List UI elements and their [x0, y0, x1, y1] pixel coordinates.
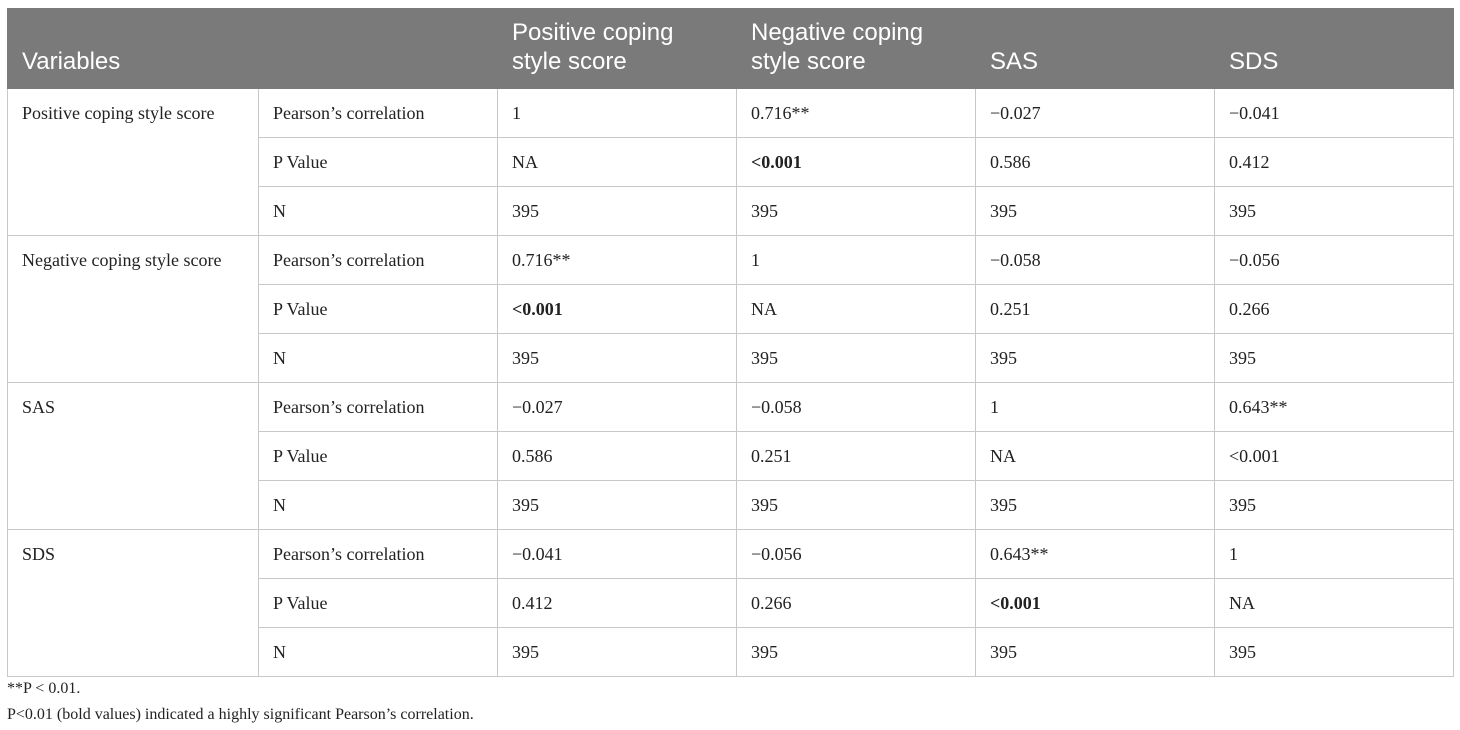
header-variables: Variables [8, 9, 498, 89]
cell-sas: −0.027 [976, 89, 1215, 138]
cell-sds: 395 [1215, 187, 1454, 236]
cell-positive-coping: −0.027 [498, 383, 737, 432]
cell-sas: 395 [976, 187, 1215, 236]
cell-sds: 395 [1215, 628, 1454, 677]
row-statistic-label: P Value [259, 579, 498, 628]
cell-positive-coping: 395 [498, 628, 737, 677]
cell-negative-coping: −0.058 [737, 383, 976, 432]
cell-positive-coping: 395 [498, 334, 737, 383]
row-variable-label: Negative coping style score [8, 236, 259, 383]
table-footnotes [7, 676, 474, 728]
cell-sas: 0.586 [976, 138, 1215, 187]
cell-sds: −0.041 [1215, 89, 1454, 138]
cell-sds: 0.266 [1215, 285, 1454, 334]
cell-sas: 395 [976, 334, 1215, 383]
correlation-table [7, 8, 1454, 677]
cell-sas: <0.001 [976, 579, 1215, 628]
table-row [8, 530, 1454, 579]
cell-negative-coping: 395 [737, 481, 976, 530]
cell-positive-coping: 0.716** [498, 236, 737, 285]
cell-positive-coping: 395 [498, 481, 737, 530]
row-statistic-label: Pearson’s correlation [259, 89, 498, 138]
cell-negative-coping: 0.266 [737, 579, 976, 628]
header-negative-coping: Negative coping style score [737, 9, 976, 89]
cell-sds: <0.001 [1215, 432, 1454, 481]
cell-negative-coping: 395 [737, 334, 976, 383]
row-statistic-label: Pearson’s correlation [259, 383, 498, 432]
table-row [8, 89, 1454, 138]
cell-sds: 395 [1215, 334, 1454, 383]
row-statistic-label: P Value [259, 138, 498, 187]
row-variable-label: SAS [8, 383, 259, 530]
cell-positive-coping: 0.586 [498, 432, 737, 481]
cell-sas: −0.058 [976, 236, 1215, 285]
row-variable-label: SDS [8, 530, 259, 677]
cell-negative-coping: 1 [737, 236, 976, 285]
cell-sas: 1 [976, 383, 1215, 432]
row-statistic-label: N [259, 628, 498, 677]
correlation-table-container [7, 8, 1453, 677]
cell-negative-coping: 395 [737, 187, 976, 236]
cell-positive-coping: 1 [498, 89, 737, 138]
cell-sas: 0.251 [976, 285, 1215, 334]
row-statistic-label: P Value [259, 432, 498, 481]
cell-sds: 0.643** [1215, 383, 1454, 432]
cell-sds: NA [1215, 579, 1454, 628]
row-statistic-label: P Value [259, 285, 498, 334]
header-sas: SAS [976, 9, 1215, 89]
cell-sas: 395 [976, 481, 1215, 530]
cell-positive-coping: 395 [498, 187, 737, 236]
row-variable-label: Positive coping style score [8, 89, 259, 236]
cell-sds: 1 [1215, 530, 1454, 579]
cell-positive-coping: 0.412 [498, 579, 737, 628]
row-statistic-label: Pearson’s correlation [259, 530, 498, 579]
cell-sds: 0.412 [1215, 138, 1454, 187]
cell-positive-coping: <0.001 [498, 285, 737, 334]
cell-sas: 395 [976, 628, 1215, 677]
header-row [8, 9, 1454, 89]
cell-negative-coping: −0.056 [737, 530, 976, 579]
row-statistic-label: N [259, 187, 498, 236]
cell-negative-coping: NA [737, 285, 976, 334]
table-body [8, 89, 1454, 677]
table-header [8, 9, 1454, 89]
header-sds: SDS [1215, 9, 1454, 89]
cell-negative-coping: <0.001 [737, 138, 976, 187]
cell-negative-coping: 0.716** [737, 89, 976, 138]
cell-positive-coping: NA [498, 138, 737, 187]
cell-negative-coping: 0.251 [737, 432, 976, 481]
cell-sds: 395 [1215, 481, 1454, 530]
cell-sas: 0.643** [976, 530, 1215, 579]
row-statistic-label: N [259, 334, 498, 383]
cell-negative-coping: 395 [737, 628, 976, 677]
table-row [8, 383, 1454, 432]
footnote-significance: **P < 0.01. [7, 680, 81, 697]
cell-positive-coping: −0.041 [498, 530, 737, 579]
table-row [8, 236, 1454, 285]
cell-sds: −0.056 [1215, 236, 1454, 285]
footnote-bold-meaning: P<0.01 (bold values) indicated a highly significant Pearson’s correlation. [7, 706, 474, 723]
cell-sas: NA [976, 432, 1215, 481]
header-positive-coping: Positive coping style score [498, 9, 737, 89]
row-statistic-label: Pearson’s correlation [259, 236, 498, 285]
row-statistic-label: N [259, 481, 498, 530]
